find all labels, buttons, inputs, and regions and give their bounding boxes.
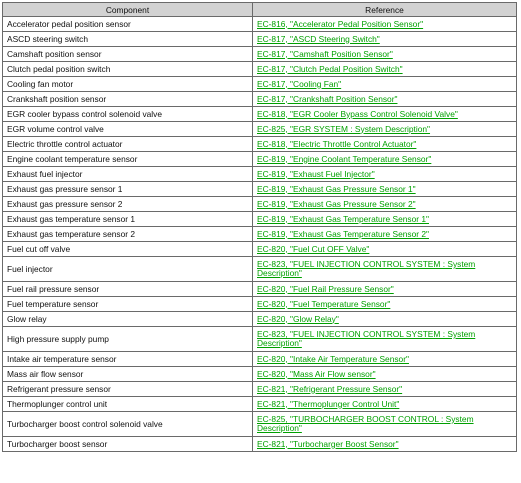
reference-cell: [253, 312, 517, 327]
reference-cell: [253, 257, 517, 282]
reference-link[interactable]: EC-819, "Exhaust Gas Temperature Sensor 2": [257, 228, 429, 239]
reference-link[interactable]: EC-823, "FUEL INJECTION CONTROL SYSTEM : System Description": [257, 329, 476, 348]
reference-link[interactable]: EC-817, "ASCD Steering Switch": [257, 33, 380, 44]
reference-cell: [253, 197, 517, 212]
component-cell: Accelerator pedal position sensor: [3, 17, 253, 32]
reference-link[interactable]: EC-816, "Accelerator Pedal Position Sensor": [257, 18, 424, 29]
component-cell: Exhaust gas temperature sensor 1: [3, 212, 253, 227]
reference-link[interactable]: EC-821, "Refrigerant Pressure Sensor": [257, 383, 403, 394]
reference-cell: [253, 137, 517, 152]
component-reference-table-container: [2, 2, 516, 452]
reference-link[interactable]: EC-818, "Electric Throttle Control Actuator": [257, 138, 417, 149]
component-cell: Camshaft position sensor: [3, 47, 253, 62]
component-cell: ASCD steering switch: [3, 32, 253, 47]
table-body: [3, 17, 517, 452]
table-row: [3, 327, 517, 352]
reference-cell: [253, 182, 517, 197]
table-row: [3, 212, 517, 227]
reference-link[interactable]: EC-817, "Clutch Pedal Position Switch": [257, 63, 403, 74]
table-row: [3, 62, 517, 77]
reference-cell: [253, 167, 517, 182]
component-cell: Clutch pedal position switch: [3, 62, 253, 77]
component-cell: High pressure supply pump: [3, 327, 253, 352]
table-row: [3, 197, 517, 212]
component-cell: EGR cooler bypass control solenoid valve: [3, 107, 253, 122]
reference-cell: [253, 382, 517, 397]
component-cell: Intake air temperature sensor: [3, 352, 253, 367]
table-row: [3, 297, 517, 312]
table-row: [3, 227, 517, 242]
reference-link[interactable]: EC-820, "Fuel Cut OFF Valve": [257, 243, 370, 254]
component-cell: Exhaust gas pressure sensor 1: [3, 182, 253, 197]
component-cell: Thermoplunger control unit: [3, 397, 253, 412]
reference-link[interactable]: EC-825, "TURBOCHARGER BOOST CONTROL : System Description": [257, 414, 474, 433]
table-row: [3, 47, 517, 62]
table-row: [3, 382, 517, 397]
reference-link[interactable]: EC-820, "Fuel Temperature Sensor": [257, 298, 391, 309]
reference-cell: [253, 152, 517, 167]
table-row: [3, 17, 517, 32]
reference-link[interactable]: EC-820, "Intake Air Temperature Sensor": [257, 353, 409, 364]
table-row: [3, 437, 517, 452]
reference-cell: [253, 77, 517, 92]
component-cell: Fuel temperature sensor: [3, 297, 253, 312]
component-cell: Crankshaft position sensor: [3, 92, 253, 107]
table-row: [3, 312, 517, 327]
reference-cell: [253, 397, 517, 412]
reference-link[interactable]: EC-817, "Crankshaft Position Sensor": [257, 93, 398, 104]
table-row: [3, 167, 517, 182]
reference-link[interactable]: EC-817, "Camshaft Position Sensor": [257, 48, 393, 59]
component-cell: Refrigerant pressure sensor: [3, 382, 253, 397]
reference-link[interactable]: EC-817, "Cooling Fan": [257, 78, 342, 89]
header-reference: Reference: [253, 3, 517, 17]
table-row: [3, 352, 517, 367]
component-cell: Mass air flow sensor: [3, 367, 253, 382]
table-header-row: [3, 3, 517, 17]
component-cell: Exhaust fuel injector: [3, 167, 253, 182]
component-cell: Engine coolant temperature sensor: [3, 152, 253, 167]
reference-cell: [253, 352, 517, 367]
table-row: [3, 412, 517, 437]
table-row: [3, 107, 517, 122]
component-cell: Turbocharger boost sensor: [3, 437, 253, 452]
reference-cell: [253, 122, 517, 137]
reference-cell: [253, 212, 517, 227]
reference-cell: [253, 242, 517, 257]
reference-cell: [253, 62, 517, 77]
reference-link[interactable]: EC-819, "Exhaust Gas Temperature Sensor 1": [257, 213, 429, 224]
reference-cell: [253, 92, 517, 107]
component-cell: Exhaust gas pressure sensor 2: [3, 197, 253, 212]
reference-link[interactable]: EC-820, "Mass Air Flow sensor": [257, 368, 376, 379]
header-component: Component: [3, 3, 253, 17]
component-cell: Fuel rail pressure sensor: [3, 282, 253, 297]
table-row: [3, 397, 517, 412]
reference-cell: [253, 282, 517, 297]
reference-link[interactable]: EC-819, "Engine Coolant Temperature Sensor": [257, 153, 432, 164]
table-row: [3, 257, 517, 282]
reference-cell: [253, 437, 517, 452]
reference-cell: [253, 297, 517, 312]
reference-cell: [253, 17, 517, 32]
reference-cell: [253, 327, 517, 352]
reference-cell: [253, 47, 517, 62]
component-cell: Electric throttle control actuator: [3, 137, 253, 152]
table-row: [3, 282, 517, 297]
component-cell: Exhaust gas temperature sensor 2: [3, 227, 253, 242]
reference-link[interactable]: EC-820, "Fuel Rail Pressure Sensor": [257, 283, 394, 294]
reference-cell: [253, 412, 517, 437]
table-row: [3, 182, 517, 197]
component-reference-table: [2, 2, 517, 452]
component-cell: Cooling fan motor: [3, 77, 253, 92]
table-row: [3, 92, 517, 107]
reference-link[interactable]: EC-825, "EGR SYSTEM : System Description": [257, 123, 431, 134]
reference-link[interactable]: EC-818, "EGR Cooler Bypass Control Solenoid Valve": [257, 108, 458, 119]
table-row: [3, 77, 517, 92]
component-cell: Turbocharger boost control solenoid valve: [3, 412, 253, 437]
table-row: [3, 242, 517, 257]
component-cell: Fuel injector: [3, 257, 253, 282]
reference-cell: [253, 107, 517, 122]
reference-link[interactable]: EC-819, "Exhaust Gas Pressure Sensor 1": [257, 183, 416, 194]
table-row: [3, 367, 517, 382]
reference-cell: [253, 227, 517, 242]
table-row: [3, 122, 517, 137]
reference-link[interactable]: EC-819, "Exhaust Gas Pressure Sensor 2": [257, 198, 416, 209]
reference-link[interactable]: EC-821, "Turbocharger Boost Sensor": [257, 438, 399, 449]
reference-link[interactable]: EC-820, "Glow Relay": [257, 313, 339, 324]
table-row: [3, 32, 517, 47]
component-cell: Fuel cut off valve: [3, 242, 253, 257]
component-cell: Glow relay: [3, 312, 253, 327]
reference-link[interactable]: EC-821, "Thermoplunger Control Unit": [257, 398, 400, 409]
reference-link[interactable]: EC-823, "FUEL INJECTION CONTROL SYSTEM : System Description": [257, 259, 476, 278]
table-row: [3, 137, 517, 152]
reference-cell: [253, 367, 517, 382]
reference-link[interactable]: EC-819, "Exhaust Fuel Injector": [257, 168, 375, 179]
reference-cell: [253, 32, 517, 47]
component-cell: EGR volume control valve: [3, 122, 253, 137]
table-row: [3, 152, 517, 167]
